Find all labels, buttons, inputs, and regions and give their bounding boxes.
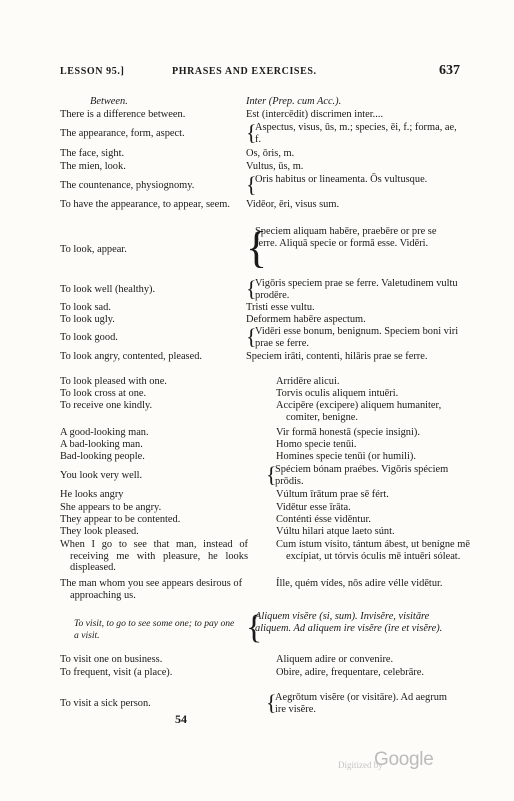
english-phrase: He looks angry (60, 489, 124, 500)
english-phrase: When I go to see that man, instead of receiving me with pleasure, he looks displeased. (60, 539, 248, 574)
english-phrase: To look cross at one. (60, 388, 147, 399)
latin-phrase: Oris habitus or lineamenta. Ōs vultusque. (255, 174, 428, 185)
section-title: PHRASES AND EXERCISES. (172, 66, 317, 77)
google-watermark: Google (374, 749, 434, 770)
english-phrase: They look pleased. (60, 526, 139, 537)
latin-phrase: Conténti ésse vidēntur. (276, 514, 371, 525)
english-phrase: To look angry, contented, pleased. (60, 351, 203, 362)
brace-glyph: { (246, 172, 257, 197)
brace-glyph: { (246, 223, 268, 272)
latin-phrase: Homo specie tenūi. (276, 439, 357, 450)
english-phrase: To visit a sick person. (60, 698, 151, 709)
latin-phrase: Aliquem visĕre (si, sum). Invisĕre, visitāre aliquem. Ad aliquem ire visĕre (ire et visĕre). (255, 611, 443, 634)
latin-phrase: Vigōris speciem prae se ferre. Valetudinem vultu prodēre. (255, 278, 458, 301)
english-phrase: The countenance, physiognomy. (60, 180, 195, 191)
entry-row (60, 611, 460, 649)
brace-glyph: { (246, 324, 257, 349)
english-phrase: To have the appearance, to appear, seem. (60, 199, 230, 210)
latin-phrase: Vidētur esse īrāta. (276, 502, 351, 513)
lesson-label: LESSON 95.] (60, 66, 125, 77)
english-phrase: To look good. (60, 332, 118, 343)
latin-phrase: Cum ístum vísito, tántum ábest, ut benígne mē excípiat, ut tórvis óculis mē intuēri sóleat. (276, 539, 470, 562)
brace-glyph: { (266, 462, 277, 487)
english-phrase: The face, sight. (60, 148, 125, 159)
english-phrase: The man whom you see appears desirous of approaching us. (60, 578, 243, 601)
page-number: 637 (439, 63, 460, 78)
latin-phrase: Vidēri esse bonum, benignum. Speciem boni viri prae se ferre. (255, 326, 459, 349)
latin-phrase: Vúltu hilari atque laeto súnt. (276, 526, 395, 537)
latin-phrase: Arridēre alicui. (276, 376, 340, 387)
english-phrase: A good-looking man. (60, 427, 149, 438)
entry-row (60, 223, 460, 274)
english-phrase: To look well (healthy). (60, 284, 156, 295)
english-phrase: There is a difference between. (60, 109, 186, 120)
latin-phrase: Speciem irāti, contenti, hilāris prae se ferre. (246, 351, 428, 362)
running-header (60, 63, 460, 82)
english-phrase: To visit one on business. (60, 654, 163, 665)
latin-phrase: Aegrōtum visĕre (or visitāre). Ad aegrum ire visĕre. (275, 692, 447, 715)
entry-row (60, 174, 460, 198)
latin-phrase: Ílle, quém vídes, nōs adire vélle vidētur. (276, 578, 443, 589)
entry-row (60, 464, 460, 488)
english-phrase: A bad-looking man. (60, 439, 143, 450)
latin-phrase: Est (intercēdit) discrimen inter.... (246, 109, 384, 120)
latin-phrase: Deformem habēre aspectum. (246, 314, 366, 325)
latin-phrase: Tristi esse vultu. (246, 302, 315, 313)
entry-row (60, 278, 460, 302)
latin-phrase: Inter (Prep. cum Acc.). (246, 96, 342, 107)
signature-mark: 54 (175, 712, 187, 726)
english-phrase: Between. (90, 96, 128, 107)
brace-glyph: { (246, 276, 257, 301)
latin-phrase: Spéciem bónam praébes. Vigōris spéciem prōdis. (275, 464, 449, 487)
brace-glyph: { (246, 120, 257, 145)
latin-phrase: Speciem aliquam habēre, praebēre or pre se ferre. Aliquā specie or formā esse. Vidēri. (255, 226, 437, 249)
digitized-by-label: Digitized by (338, 760, 383, 770)
english-phrase: To look ugly. (60, 314, 115, 325)
brace-glyph: { (246, 609, 263, 646)
latin-phrase: Vúltum īrātum prae sē fért. (276, 489, 389, 500)
entry-row (60, 326, 460, 350)
brace-glyph: { (266, 690, 277, 715)
latin-phrase: Vultus, ūs, m. (246, 161, 304, 172)
english-phrase: Bad-looking people. (60, 451, 145, 462)
english-phrase: To frequent, visit (a place). (60, 667, 173, 678)
latin-phrase: Accipēre (excipere) aliquem humaniter, comiter, benigne. (276, 400, 442, 423)
english-phrase: She appears to be angry. (60, 502, 162, 513)
entry-row (60, 692, 460, 716)
latin-phrase: Aliquem adire or convenire. (276, 654, 394, 665)
latin-phrase: Vir formā honestā (specie insigni). (276, 427, 420, 438)
latin-phrase: Aspectus, visus, ūs, m.; species, ēi, f.; forma, ae, f. (255, 122, 457, 145)
latin-phrase: Vidēor, ēri, visus sum. (246, 199, 340, 210)
latin-phrase: Torvis oculis aliquem intuēri. (276, 388, 399, 399)
english-phrase: The appearance, form, aspect. (60, 128, 185, 139)
english-phrase: The mien, look. (60, 161, 126, 172)
english-phrase: To receive one kindly. (60, 400, 153, 411)
english-phrase: To look, appear. (60, 244, 127, 255)
english-phrase: To visit, to go to see some one; to pay one a visit. (74, 618, 235, 641)
latin-phrase: Homines specie tenūi (or humili). (276, 451, 416, 462)
entry-row (60, 122, 460, 146)
english-phrase: You look very well. (60, 470, 143, 481)
english-phrase: To look sad. (60, 302, 111, 313)
english-phrase: They appear to be contented. (60, 514, 181, 525)
english-phrase: To look pleased with one. (60, 376, 167, 387)
latin-phrase: Os, ōris, m. (246, 148, 295, 159)
latin-phrase: Obire, adire, frequentare, celebrāre. (276, 667, 424, 678)
